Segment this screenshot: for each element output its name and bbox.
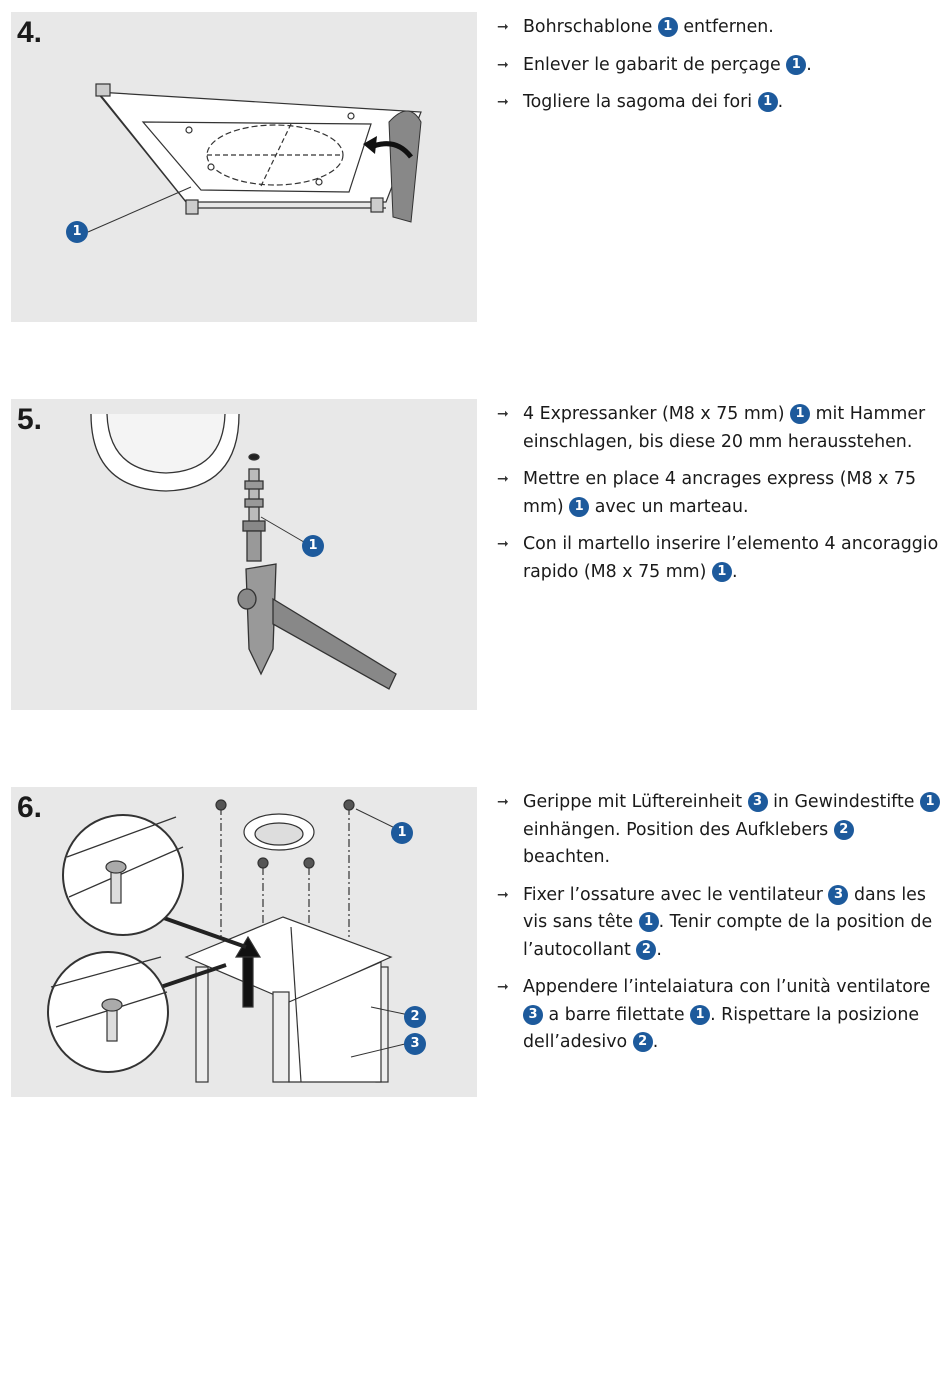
arrow-icon: ➞ — [497, 536, 509, 552]
instruction-text: entfernen. — [677, 17, 774, 37]
instruction-text: . — [777, 92, 784, 112]
instruction-item — [497, 89, 942, 117]
reference-badge: 3 — [523, 1005, 543, 1025]
instruction-item — [497, 466, 942, 521]
arrow-icon: ➞ — [497, 471, 509, 487]
step-4-figure — [11, 12, 477, 322]
step-6-figure — [11, 787, 477, 1097]
drilling-template-illustration — [11, 12, 477, 322]
reference-badge: 1 — [790, 404, 810, 424]
instruction-text: avec un marteau. — [589, 496, 749, 517]
instruction-text: Togliere la sagoma dei fori — [523, 92, 758, 112]
instruction-text: Appendere l’intelaiatura con l’unità ventilatore — [523, 977, 931, 997]
instruction-text: . — [731, 561, 738, 582]
step-5-number: 5. — [17, 403, 43, 436]
instruction-text: Gerippe mit Lüftereinheit — [523, 792, 748, 812]
reference-badge: 1 — [758, 92, 778, 112]
instruction-text: . — [806, 54, 812, 75]
reference-badge: 2 — [834, 820, 854, 840]
reference-badge: 2 — [633, 1032, 653, 1052]
instruction-text: einhängen. Position des Aufklebers — [523, 819, 834, 840]
instruction-text: beachten. — [523, 847, 611, 867]
instruction-text: Fixer l’ossature avec le ventilateur — [523, 884, 829, 905]
instruction-text: Enlever le gabarit de perçage — [523, 54, 787, 75]
reference-badge: 1 — [920, 792, 940, 812]
reference-badge: 2 — [636, 940, 656, 960]
instruction-item — [497, 974, 942, 1057]
reference-badge: 1 — [786, 55, 806, 75]
instruction-item — [497, 882, 942, 965]
instruction-text: a barre filettate — [543, 1004, 691, 1025]
step-4-number: 4. — [17, 16, 43, 49]
reference-badge: 1 — [712, 562, 732, 582]
step-6-instructions — [497, 789, 942, 1067]
reference-badge: 1 — [639, 912, 659, 932]
callout-badge: 2 — [404, 1006, 426, 1028]
callout-badge: 1 — [302, 535, 324, 557]
instruction-text: . — [656, 939, 662, 960]
step-5-figure — [11, 399, 477, 710]
instruction-text: mit Hammer einschlagen, bis diese 20 mm herausstehen. — [523, 404, 926, 452]
arrow-icon: ➞ — [497, 979, 509, 995]
step-5-instructions — [497, 401, 942, 596]
arrow-icon: ➞ — [497, 886, 509, 903]
callout-badge: 1 — [391, 822, 413, 844]
step-4-instructions — [497, 14, 942, 127]
instruction-text: . Tenir compte de la position de l’autocollant — [523, 912, 933, 960]
instruction-item — [497, 52, 942, 80]
reference-badge: 1 — [569, 497, 589, 517]
instruction-text: dans les vis sans tête — [523, 884, 926, 932]
instruction-item — [497, 401, 942, 456]
instruction-list — [497, 401, 942, 586]
callout-badge: 1 — [66, 221, 88, 243]
instruction-text: 4 Expressanker (M8 x 75 mm) — [523, 404, 791, 424]
arrow-icon: ➞ — [497, 19, 509, 35]
arrow-icon: ➞ — [497, 94, 509, 110]
instruction-list — [497, 789, 942, 1057]
reference-badge: 3 — [748, 792, 768, 812]
instruction-text: . — [652, 1032, 659, 1052]
arrow-icon: ➞ — [497, 406, 509, 422]
instruction-text: Mettre en place 4 ancrages express (M8 x 75 mm) — [523, 469, 917, 517]
instruction-text: Bohrschablone — [523, 17, 658, 37]
step-6-number: 6. — [17, 791, 43, 824]
arrow-icon: ➞ — [497, 794, 509, 810]
reference-badge: 1 — [658, 17, 678, 37]
instruction-list — [497, 14, 942, 117]
anchor-hammer-illustration — [11, 399, 477, 710]
reference-badge: 1 — [690, 1005, 710, 1025]
instruction-item — [497, 789, 942, 872]
instruction-text: in Gewindestifte — [767, 792, 921, 812]
arrow-icon: ➞ — [497, 56, 509, 73]
instruction-item — [497, 531, 942, 586]
instruction-text: Con il martello inserire l’elemento 4 ancoraggio rapido (M8 x 75 mm) — [523, 534, 939, 582]
reference-badge: 3 — [828, 885, 848, 905]
instruction-item — [497, 14, 942, 42]
instruction-text: . Rispettare la posizione dell’adesivo — [523, 1004, 920, 1052]
callout-badge: 3 — [404, 1033, 426, 1055]
